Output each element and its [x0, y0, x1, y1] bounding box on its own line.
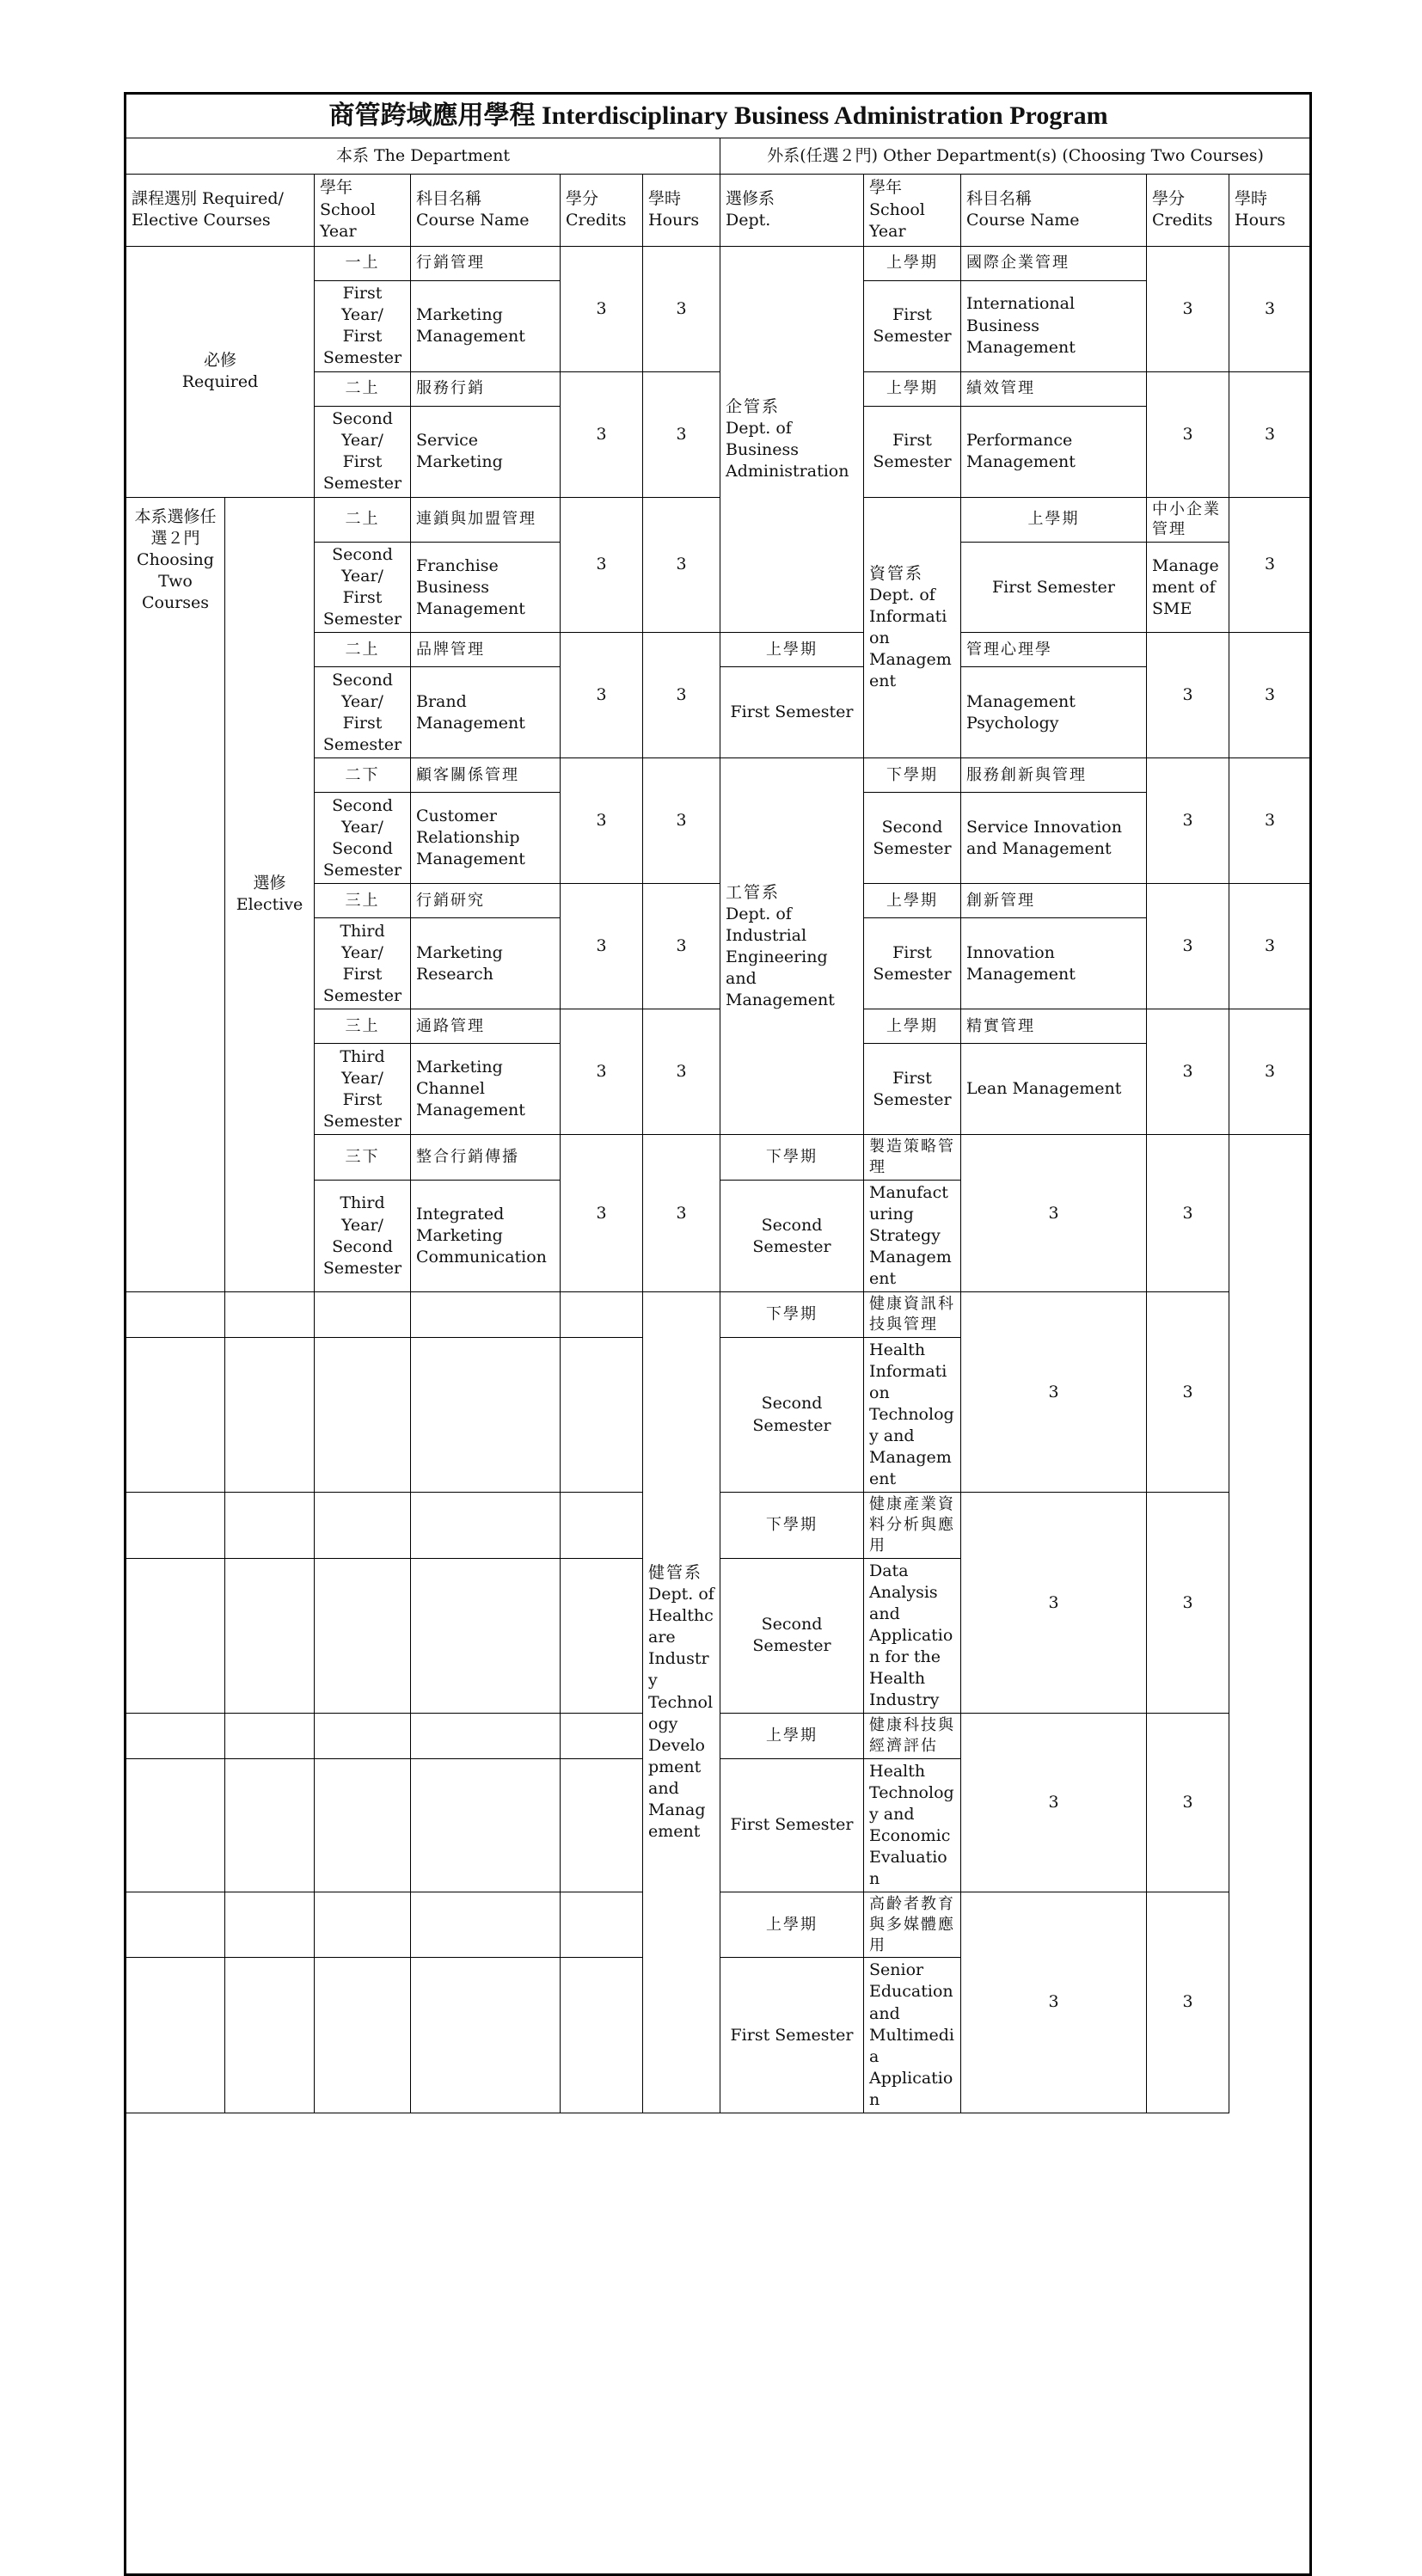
table-row: [126, 2344, 1311, 2389]
own-course-year-zh: 三下: [315, 1135, 411, 1181]
other-course-name-zh: 高齡者教育與多媒體應用: [864, 1892, 961, 1958]
own-course-year-en: Third Year/ First Semester: [315, 1044, 411, 1135]
empty-cell: [411, 1758, 561, 1892]
other-course-semester-en: First Semester: [864, 406, 961, 497]
own-course-name-zh: 連鎖與加盟管理: [411, 497, 561, 543]
other-course-semester-zh: 上學期: [864, 246, 961, 280]
empty-cell: [225, 1958, 315, 2113]
dept-cell: [720, 246, 864, 633]
header-dept-zh: 選修系: [726, 189, 775, 209]
other-course-semester-en: First Semester: [864, 918, 961, 1009]
empty-cell: [126, 1958, 225, 2113]
dept-name-zh: 企管系: [726, 396, 781, 416]
other-course-semester-en: Second Semester: [720, 1180, 864, 1291]
other-course-name-en: Health Information Technology and Management: [864, 1337, 961, 1493]
dept-name-zh: 健管系: [648, 1563, 703, 1583]
table-row: [126, 1292, 1311, 1338]
other-course-name-en: Senior Education and Multimedia Application: [864, 1958, 961, 2113]
table-row: [126, 497, 1311, 543]
empty-cell: [315, 1292, 411, 1338]
header-hours-zh: 學時: [648, 189, 682, 209]
empty-cell: [225, 1493, 315, 1558]
header-other-school-year: [864, 174, 961, 246]
other-course-name-zh: 精實管理: [961, 1009, 1147, 1044]
other-course-name-zh: 中小企業管理: [1147, 497, 1229, 543]
other-course-semester-zh: 上學期: [864, 884, 961, 918]
other-course-semester-en: First Semester: [720, 1958, 864, 2113]
header-other-hours: [1229, 174, 1311, 246]
own-course-year-en: Third Year/ Second Semester: [315, 1180, 411, 1291]
empty-cell: [411, 1493, 561, 1558]
other-course-name-en: Performance Management: [961, 406, 1147, 497]
other-course-semester-en: Second Semester: [720, 1558, 864, 1714]
empty-cell: [561, 1558, 643, 1714]
table-row: [126, 2459, 1311, 2504]
page-title: 商管跨域應用學程 Interdisciplinary Business Administration Program: [126, 94, 1311, 138]
other-course-name-zh: 國際企業管理: [961, 246, 1147, 280]
empty-cell: [225, 1558, 315, 1714]
dept-cell: [720, 758, 864, 1135]
category-choose-two: [126, 497, 225, 1292]
own-course-name-en: Integrated Marketing Communication: [411, 1180, 561, 1291]
category-required: [126, 246, 315, 497]
empty-cell: [561, 1493, 643, 1558]
other-course-name-en: Manufacturing Strategy Management: [864, 1180, 961, 1291]
other-course-semester-en: First Semester: [961, 543, 1147, 633]
header-dept-en: Dept.: [726, 211, 771, 230]
empty-cell: [315, 1758, 411, 1892]
own-course-hours: 3: [643, 497, 720, 633]
other-course-hours: 3: [1229, 246, 1311, 371]
own-course-year-en: Second Year/ First Semester: [315, 543, 411, 633]
other-course-name-zh: 健康資訊科技與管理: [864, 1292, 961, 1338]
other-course-semester-zh: 上學期: [720, 1892, 864, 1958]
empty-cell: [225, 1292, 315, 1338]
own-course-year-zh: 三上: [315, 1009, 411, 1044]
other-course-semester-zh: 下學期: [720, 1135, 864, 1181]
empty-cell: [411, 1292, 561, 1338]
table-body: [126, 94, 1311, 2575]
own-course-name-zh: 品牌管理: [411, 633, 561, 667]
own-course-credits: 3: [561, 1135, 643, 1292]
empty-cell: [561, 1758, 643, 1892]
empty-cell: [126, 1493, 225, 1558]
own-course-year-en: Second Year/ First Semester: [315, 406, 411, 497]
header-credits: [561, 174, 643, 246]
other-course-name-en: Service Innovation and Management: [961, 793, 1147, 884]
empty-cell: [315, 1558, 411, 1714]
other-course-credits: 3: [1147, 1009, 1229, 1135]
table-row: [126, 2229, 1311, 2273]
other-course-credits: 3: [961, 1892, 1147, 2113]
empty-cell: [315, 1892, 411, 1958]
other-course-hours: 3: [1147, 1135, 1229, 1292]
section-header-other-departments: 外系(任選２門) Other Department(s) (Choosing Two Courses): [720, 138, 1311, 174]
empty-cell: [315, 1958, 411, 2113]
header-other-school-year-en: School Year: [869, 199, 925, 241]
own-course-name-zh: 整合行銷傳播: [411, 1135, 561, 1181]
own-course-name-en: Service Marketing: [411, 406, 561, 497]
other-course-hours: 3: [1229, 371, 1311, 497]
other-course-credits: 3: [1147, 371, 1229, 497]
table-row: [126, 2273, 1311, 2344]
header-other-credits-en: Credits: [1152, 211, 1213, 230]
own-course-name-zh: 行銷研究: [411, 884, 561, 918]
other-course-hours: 3: [1147, 1892, 1229, 2113]
own-course-name-en: Franchise Business Management: [411, 543, 561, 633]
other-course-semester-zh: 上學期: [720, 1714, 864, 1759]
other-course-hours: 3: [1229, 758, 1311, 884]
own-course-hours: 3: [643, 758, 720, 884]
own-course-year-en: First Year/ First Semester: [315, 280, 411, 371]
empty-cell: [411, 1958, 561, 2113]
dept-name-en: Dept. of Information Management: [869, 585, 952, 691]
own-course-hours: 3: [643, 633, 720, 758]
other-course-semester-en: First Semester: [864, 280, 961, 371]
other-course-credits: 3: [961, 1135, 1147, 1292]
header-school-year-en: School Year: [320, 199, 376, 241]
own-course-credits: 3: [561, 633, 643, 758]
own-course-credits: 3: [561, 371, 643, 497]
empty-cell: [225, 1337, 315, 1493]
own-course-year-zh: 二上: [315, 497, 411, 543]
own-course-name-en: Customer Relationship Management: [411, 793, 561, 884]
empty-cell: [411, 1714, 561, 1759]
category-elective-zh: 選修: [253, 874, 286, 893]
empty-cell: [126, 1714, 225, 1759]
other-course-hours: 3: [1229, 884, 1311, 1009]
header-course-name-en: Course Name: [416, 211, 530, 230]
other-course-name-en: Lean Management: [961, 1044, 1147, 1135]
other-course-semester-en: First Semester: [864, 1044, 961, 1135]
own-course-credits: 3: [561, 246, 643, 371]
own-course-name-en: Marketing Management: [411, 280, 561, 371]
header-hours-en: Hours: [648, 211, 700, 230]
category-elective-en: Elective: [236, 895, 303, 915]
empty-cell: [126, 1337, 225, 1493]
other-course-semester-zh: 下學期: [864, 758, 961, 793]
table-row: [126, 2160, 1311, 2229]
header-other-school-year-zh: 學年: [869, 178, 903, 198]
other-course-name-zh: 績效管理: [961, 371, 1147, 406]
empty-cell: [126, 1558, 225, 1714]
other-course-hours: 3: [1229, 633, 1311, 758]
header-other-course-name-zh: 科目名稱: [966, 189, 1033, 209]
other-course-name-zh: 創新管理: [961, 884, 1147, 918]
header-course-name: [411, 174, 561, 246]
header-hours: [643, 174, 720, 246]
empty-cell: [561, 1714, 643, 1759]
empty-cell: [225, 1758, 315, 1892]
header-school-year: [315, 174, 411, 246]
category-required-en: Required: [181, 372, 259, 392]
other-course-name-zh: 服務創新與管理: [961, 758, 1147, 793]
other-course-name-en: Management Psychology: [961, 667, 1147, 758]
empty-cell: [225, 1892, 315, 1958]
header-other-credits: [1147, 174, 1229, 246]
empty-cell: [411, 1892, 561, 1958]
header-other-credits-zh: 學分: [1152, 189, 1186, 209]
empty-cell: [225, 1714, 315, 1759]
dept-name-en: Dept. of Healthcare Industry Technology Development and Management: [648, 1585, 714, 1842]
empty-cell: [315, 1337, 411, 1493]
other-course-credits: 3: [961, 1292, 1147, 1493]
header-other-hours-zh: 學時: [1235, 189, 1268, 209]
empty-cell: [315, 1493, 411, 1558]
header-school-year-zh: 學年: [320, 178, 353, 198]
empty-cell: [411, 1558, 561, 1714]
table-row: [126, 2504, 1311, 2574]
own-course-name-en: Marketing Research: [411, 918, 561, 1009]
other-course-name-zh: 健康產業資料分析與應用: [864, 1493, 961, 1558]
other-course-credits: 3: [961, 1714, 1147, 1892]
own-course-credits: 3: [561, 1009, 643, 1135]
other-course-semester-zh: 上學期: [720, 633, 864, 667]
own-course-hours: 3: [643, 371, 720, 497]
other-course-name-zh: 製造策略管理: [864, 1135, 961, 1181]
other-course-semester-zh: 下學期: [720, 1292, 864, 1338]
table-row: [126, 246, 1311, 280]
own-course-year-zh: 二上: [315, 633, 411, 667]
own-course-name-en: Marketing Channel Management: [411, 1044, 561, 1135]
own-course-year-zh: 三上: [315, 884, 411, 918]
own-course-credits: 3: [561, 884, 643, 1009]
own-course-credits: 3: [561, 758, 643, 884]
own-course-name-zh: 服務行銷: [411, 371, 561, 406]
own-course-hours: 3: [643, 1135, 720, 1292]
own-course-credits: 3: [561, 497, 643, 633]
empty-cell: [561, 1892, 643, 1958]
category-choose-en: Choosing Two Courses: [137, 549, 214, 612]
own-course-year-zh: 二上: [315, 371, 411, 406]
header-other-course-name-en: Course Name: [966, 211, 1080, 230]
empty-cell: [561, 1337, 643, 1493]
header-category: 課程選別 Required/ Elective Courses: [126, 174, 315, 246]
dept-name-zh: 資管系: [869, 563, 924, 583]
other-course-semester-zh: 上學期: [864, 371, 961, 406]
other-course-name-zh: 健康科技與經濟評估: [864, 1714, 961, 1759]
header-course-name-zh: 科目名稱: [416, 189, 482, 209]
dept-cell: [864, 497, 961, 758]
other-course-hours: 3: [1147, 1714, 1229, 1892]
own-course-hours: 3: [643, 884, 720, 1009]
table-row: [126, 2113, 1311, 2160]
program-table: [124, 92, 1312, 2576]
own-course-name-zh: 行銷管理: [411, 246, 561, 280]
empty-cell: [126, 1892, 225, 1958]
table-row: [126, 2389, 1311, 2459]
other-course-name-en: Health Technology and Economic Evaluation: [864, 1758, 961, 1892]
category-choose-zh: 本系選修任選２門: [134, 506, 217, 548]
empty-cell: [411, 1337, 561, 1493]
own-course-year-en: Second Year/ First Semester: [315, 667, 411, 758]
own-course-year-en: Second Year/ Second Semester: [315, 793, 411, 884]
dept-cell: [643, 1292, 720, 2113]
dept-name-en: Dept. of Industrial Engineering and Management: [726, 904, 835, 1010]
category-elective: [225, 497, 315, 1292]
other-course-name-zh: 管理心理學: [961, 633, 1147, 667]
other-course-name-en: Innovation Management: [961, 918, 1147, 1009]
other-course-hours: 3: [1147, 1493, 1229, 1714]
empty-cell: [126, 1758, 225, 1892]
own-course-hours: 3: [643, 1009, 720, 1135]
other-course-name-en: International Business Management: [961, 280, 1147, 371]
own-course-year-en: Third Year/ First Semester: [315, 918, 411, 1009]
other-course-credits: 3: [1147, 246, 1229, 371]
other-course-name-en: Data Analysis and Application for the Health Industry: [864, 1558, 961, 1714]
own-course-hours: 3: [643, 246, 720, 371]
other-course-credits: 3: [1147, 758, 1229, 884]
empty-cell: [315, 1714, 411, 1759]
own-course-name-zh: 通路管理: [411, 1009, 561, 1044]
other-course-semester-en: First Semester: [720, 1758, 864, 1892]
other-course-hours: 3: [1147, 1292, 1229, 1493]
dept-name-zh: 工管系: [726, 882, 781, 902]
header-other-course-name: [961, 174, 1147, 246]
other-course-name-en: Management of SME: [1147, 543, 1229, 633]
other-course-semester-zh: 下學期: [720, 1493, 864, 1558]
header-other-hours-en: Hours: [1235, 211, 1286, 230]
empty-cell: [561, 1292, 643, 1338]
header-credits-en: Credits: [566, 211, 627, 230]
empty-cell: [561, 1958, 643, 2113]
other-course-credits: 3: [961, 1493, 1147, 1714]
empty-cell: [126, 1292, 225, 1338]
other-course-semester-en: First Semester: [720, 667, 864, 758]
other-course-credits: 3: [1147, 633, 1229, 758]
other-course-credits: 3: [1147, 884, 1229, 1009]
own-course-year-zh: 二下: [315, 758, 411, 793]
dept-name-en: Dept. of Business Administration: [726, 418, 849, 481]
section-header-own-department: 本系 The Department: [126, 138, 720, 174]
category-required-zh: 必修: [203, 351, 236, 371]
own-course-name-en: Brand Management: [411, 667, 561, 758]
other-course-hours: 3: [1229, 1009, 1311, 1135]
header-dept: [720, 174, 864, 246]
own-course-year-zh: 一上: [315, 246, 411, 280]
other-course-semester-zh: 上學期: [864, 1009, 961, 1044]
other-course-semester-en: Second Semester: [864, 793, 961, 884]
other-course-credits: 3: [1229, 497, 1311, 633]
other-course-semester-zh: 上學期: [961, 497, 1147, 543]
other-course-semester-en: Second Semester: [720, 1337, 864, 1493]
header-credits-zh: 學分: [566, 189, 599, 209]
own-course-name-zh: 顧客關係管理: [411, 758, 561, 793]
